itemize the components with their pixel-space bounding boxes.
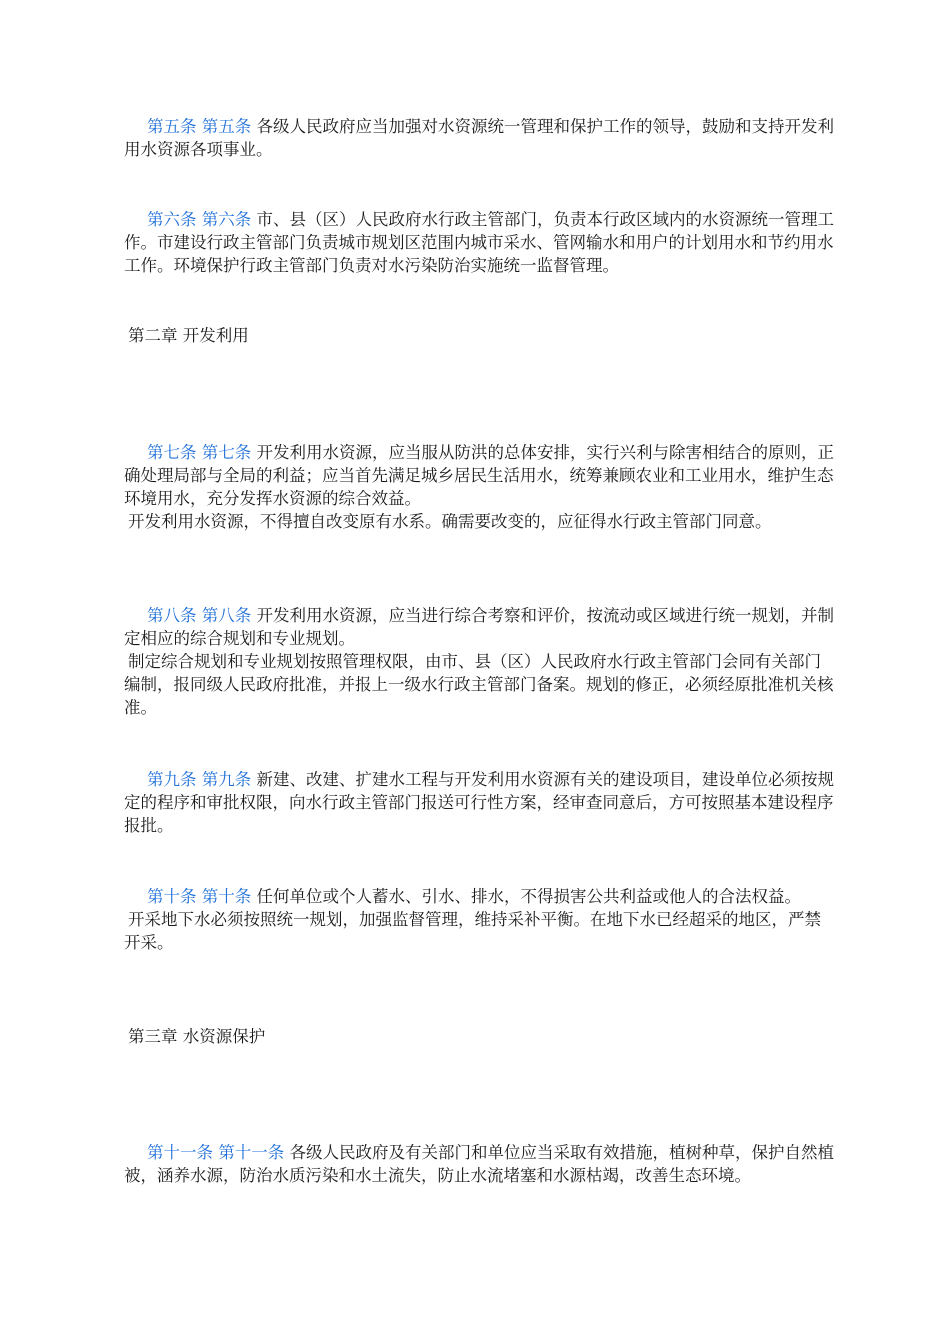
article-10-paragraph [124, 885, 834, 908]
article-9 [124, 768, 834, 837]
article-7-label-repeat: 第七条 [201, 443, 252, 462]
article-8 [124, 604, 834, 719]
chapter-heading-3: 第三章 水资源保护 [128, 1027, 266, 1046]
article-9-label: 第九条 [147, 770, 197, 789]
article-6 [124, 208, 834, 277]
article-6-body: 市、县（区）人民政府水行政主管部门，负责本行政区域内的水资源统一管理工作。市建设行政主管部门负责城市规划区范围内城市采水、管网输水和用户的计划用水和节约用水工作。环境保护行政主管部门负责对水污染防治实施统一监督管理。 [124, 210, 834, 275]
article-8-label-repeat: 第八条 [201, 606, 252, 625]
article-7 [124, 441, 834, 533]
article-11-label: 第十一条 [147, 1143, 213, 1162]
article-11-label-repeat: 第十一条 [218, 1143, 285, 1162]
article-5-body: 各级人民政府应当加强对水资源统一管理和保护工作的领导，鼓励和支持开发利用水资源各项事业。 [124, 117, 834, 159]
article-8-paragraph [124, 604, 834, 650]
article-8-body: 开发利用水资源，应当进行综合考察和评价，按流动或区域进行统一规划，并制定相应的综合规划和专业规划。 [124, 606, 834, 648]
article-5-label: 第五条 [147, 117, 197, 136]
article-11 [124, 1141, 834, 1187]
article-6-paragraph [124, 208, 834, 277]
article-7-extra-paragraph: 开发利用水资源，不得擅自改变原有水系。确需要改变的，应征得水行政主管部门同意。 [128, 512, 772, 531]
article-11-body: 各级人民政府及有关部门和单位应当采取有效措施，植树种草，保护自然植被，涵养水源，防治水质污染和水土流失，防止水流堵塞和水源枯竭，改善生态环境。 [124, 1143, 834, 1185]
article-5-paragraph [124, 115, 834, 161]
article-5-label-repeat: 第五条 [201, 117, 252, 136]
article-8-label: 第八条 [147, 606, 197, 625]
article-7-paragraph [124, 441, 834, 510]
article-6-label: 第六条 [147, 210, 197, 229]
chapter-heading-2: 第二章 开发利用 [128, 326, 249, 345]
article-5 [124, 115, 834, 161]
article-10-body: 任何单位或个人蓄水、引水、排水，不得损害公共利益或他人的合法权益。 [256, 887, 801, 906]
article-10-label-repeat: 第十条 [201, 887, 252, 906]
article-6-label-repeat: 第六条 [201, 210, 252, 229]
article-10-label: 第十条 [147, 887, 197, 906]
article-9-body: 新建、改建、扩建水工程与开发利用水资源有关的建设项目，建设单位必须按规定的程序和审批权限，向水行政主管部门报送可行性方案，经审查同意后，方可按照基本建设程序报批。 [124, 770, 834, 835]
article-7-label: 第七条 [147, 443, 197, 462]
article-10-extra-paragraph: 开采地下水必须按照统一规划，加强监督管理，维持采补平衡。在地下水已经超采的地区，严禁开采。 [124, 910, 821, 952]
article-9-label-repeat: 第九条 [201, 770, 252, 789]
article-10 [124, 885, 834, 954]
article-9-paragraph [124, 768, 834, 837]
article-11-paragraph [124, 1141, 834, 1187]
article-8-extra-paragraph: 制定综合规划和专业规划按照管理权限，由市、县（区）人民政府水行政主管部门会同有关部门编制，报同级人民政府批准，并报上一级水行政主管部门备案。规划的修正，必须经原批准机关核准。 [124, 652, 834, 717]
article-7-body: 开发利用水资源，应当服从防洪的总体安排，实行兴利与除害相结合的原则，正确处理局部与全局的利益；应当首先满足城乡居民生活用水，统筹兼顾农业和工业用水，维护生态环境用水，充分发挥水资源的综合效益。 [124, 443, 834, 508]
